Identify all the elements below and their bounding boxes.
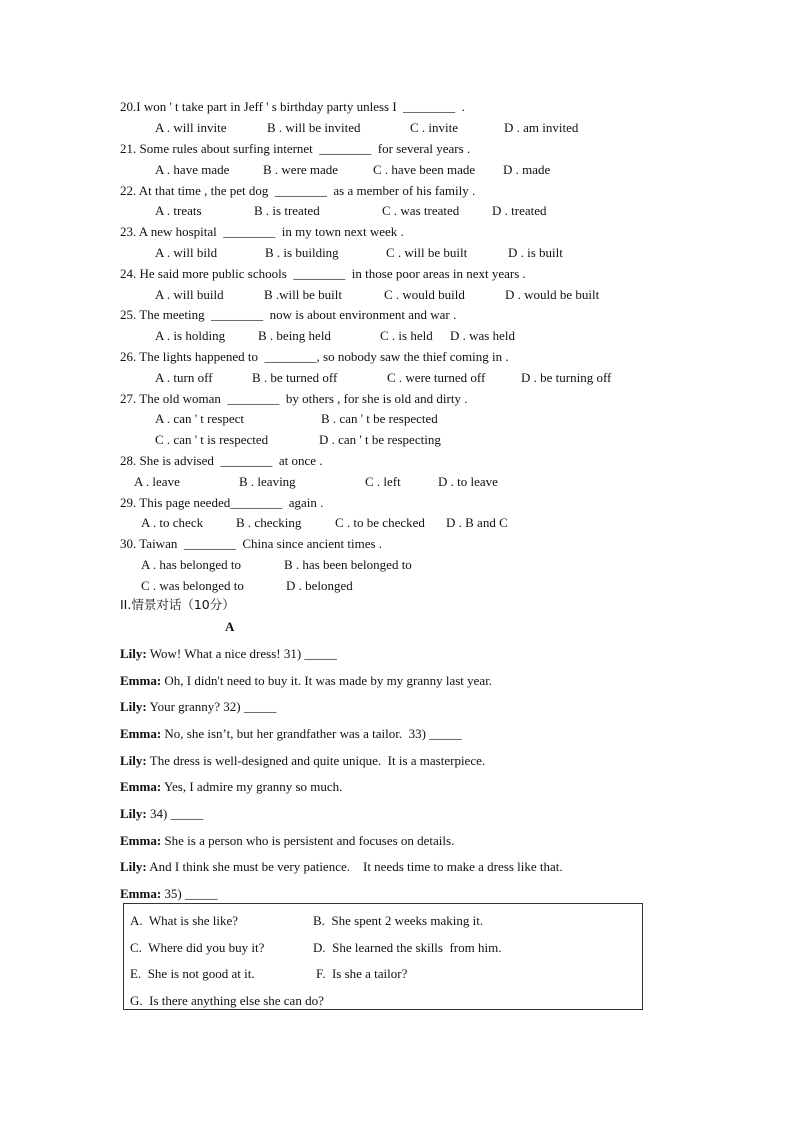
question-30-option-a: A . has belonged to — [141, 557, 242, 572]
choice-a: A. What is she like? — [130, 913, 239, 928]
speaker-label: Emma: — [120, 779, 162, 794]
question-26-option-a: A . turn off — [155, 370, 213, 385]
section-2-title: II.情景对话（10分） — [120, 597, 235, 612]
question-23-option-c: C . will be built — [386, 245, 468, 260]
question-25-option-d: D . was held — [450, 328, 515, 343]
question-25-option-a: A . is holding — [155, 328, 226, 343]
question-28-option-b: B . leaving — [239, 474, 296, 489]
question-29-option-d: D . B and C — [446, 515, 508, 530]
speaker-label: Lily: — [120, 699, 147, 714]
question-26-option-c: C . were turned off — [387, 370, 486, 385]
question-25-stem: 25. The meeting ________ now is about environment and war . — [120, 307, 457, 322]
dialogue-text: 35) _____ — [161, 886, 218, 901]
question-20-option-b: B . will be invited — [267, 120, 361, 135]
question-28-option-a: A . leave — [134, 474, 180, 489]
question-27-option-b: B . can ' t be respected — [321, 411, 438, 426]
question-24-option-a: A . will build — [155, 287, 224, 302]
question-22-stem: 22. At that time , the pet dog ________ as a member of his family . — [120, 183, 476, 198]
speaker-label: Emma: — [120, 833, 162, 848]
dialogue-text: She is a person who is persistent and focuses on details. — [161, 833, 455, 848]
question-22-option-c: C . was treated — [382, 203, 460, 218]
speaker-label: Lily: — [120, 753, 147, 768]
question-27-option-d: D . can ' t be respecting — [319, 432, 441, 447]
dialogue-text: Your granny? 32) _____ — [146, 699, 277, 714]
question-24-stem: 24. He said more public schools ________ in those poor areas in next years . — [120, 266, 526, 281]
question-23-option-d: D . is built — [508, 245, 563, 260]
question-22-option-a: A . treats — [155, 203, 202, 218]
question-24-option-c: C . would build — [384, 287, 465, 302]
speaker-label: Emma: — [120, 886, 162, 901]
speaker-label: Emma: — [120, 673, 162, 688]
question-22-option-b: B . is treated — [254, 203, 320, 218]
dialogue-line-6 — [120, 780, 342, 793]
question-29-option-b: B . checking — [236, 515, 302, 530]
dialogue-line-9 — [120, 860, 563, 873]
choice-e: E. She is not good at it. — [130, 966, 255, 981]
question-21-option-a: A . have made — [155, 162, 230, 177]
question-30-stem: 30. Taiwan ________ China since ancient times . — [120, 536, 383, 551]
dialogue-text: Wow! What a nice dress! 31) _____ — [146, 646, 337, 661]
question-26-option-d: D . be turning off — [521, 370, 612, 385]
question-26-option-b: B . be turned off — [252, 370, 338, 385]
question-24-option-b: B .will be built — [264, 287, 342, 302]
question-30-option-b: B . has been belonged to — [284, 557, 412, 572]
speaker-label: Lily: — [120, 806, 147, 821]
dialogue-text: Oh, I didn't need to buy it. It was made by my granny last year. — [161, 673, 493, 688]
question-27-option-a: A . can ' t respect — [155, 411, 244, 426]
question-25-option-c: C . is held — [380, 328, 433, 343]
question-29-stem: 29. This page needed________ again . — [120, 495, 324, 510]
dialogue-text: No, she isn’t, but her grandfather was a tailor. 33) _____ — [161, 726, 462, 741]
question-28-option-d: D . to leave — [438, 474, 498, 489]
dialogue-line-1 — [120, 647, 337, 660]
choice-c: C. Where did you buy it? — [130, 940, 265, 955]
question-20-option-d: D . am invited — [504, 120, 579, 135]
question-20-option-c: C . invite — [410, 120, 459, 135]
question-21-stem: 21. Some rules about surfing internet ________ for several years . — [120, 141, 471, 156]
question-23-option-a: A . will bild — [155, 245, 218, 260]
part-a-heading: A — [225, 619, 235, 634]
question-20-stem: 20.I won ' t take part in Jeff ' s birthday party unless I ________ . — [120, 99, 465, 114]
question-30-option-d: D . belonged — [286, 578, 353, 593]
question-21-option-b: B . were made — [263, 162, 339, 177]
dialogue-line-8 — [120, 834, 454, 847]
question-23-stem: 23. A new hospital ________ in my town next week . — [120, 224, 404, 239]
choice-f: F. Is she a tailor? — [316, 966, 408, 981]
dialogue-line-3 — [120, 700, 276, 713]
choice-g: G. Is there anything else she can do? — [130, 993, 324, 1008]
question-28-option-c: C . left — [365, 474, 401, 489]
question-26-stem: 26. The lights happened to ________, so nobody saw the thief coming in . — [120, 349, 509, 364]
question-30-option-c: C . was belonged to — [141, 578, 244, 593]
question-29-option-a: A . to check — [141, 515, 204, 530]
question-27-stem: 27. The old woman ________ by others , for she is old and dirty . — [120, 391, 468, 406]
dialogue-line-7 — [120, 807, 203, 820]
dialogue-line-5 — [120, 754, 485, 767]
question-22-option-d: D . treated — [492, 203, 547, 218]
question-29-option-c: C . to be checked — [335, 515, 425, 530]
question-23-option-b: B . is building — [265, 245, 339, 260]
choice-b: B. She spent 2 weeks making it. — [313, 913, 484, 928]
dialogue-line-4 — [120, 727, 462, 740]
speaker-label: Emma: — [120, 726, 162, 741]
question-28-stem: 28. She is advised ________ at once . — [120, 453, 323, 468]
choice-d: D. She learned the skills from him. — [313, 940, 502, 955]
speaker-label: Lily: — [120, 859, 147, 874]
dialogue-line-10 — [120, 887, 218, 900]
question-21-option-c: C . have been made — [373, 162, 476, 177]
dialogue-text: 34) _____ — [146, 806, 204, 821]
question-20-option-a: A . will invite — [155, 120, 227, 135]
speaker-label: Lily: — [120, 646, 147, 661]
dialogue-text: The dress is well-designed and quite unique. It is a masterpiece. — [146, 753, 486, 768]
dialogue-text: Yes, I admire my granny so much. — [161, 779, 343, 794]
question-25-option-b: B . being held — [258, 328, 331, 343]
dialogue-line-2 — [120, 674, 492, 687]
question-24-option-d: D . would be built — [505, 287, 600, 302]
question-27-option-c: C . can ' t is respected — [155, 432, 269, 447]
dialogue-text: And I think she must be very patience. It needs time to make a dress like that. — [146, 859, 563, 874]
question-21-option-d: D . made — [503, 162, 551, 177]
